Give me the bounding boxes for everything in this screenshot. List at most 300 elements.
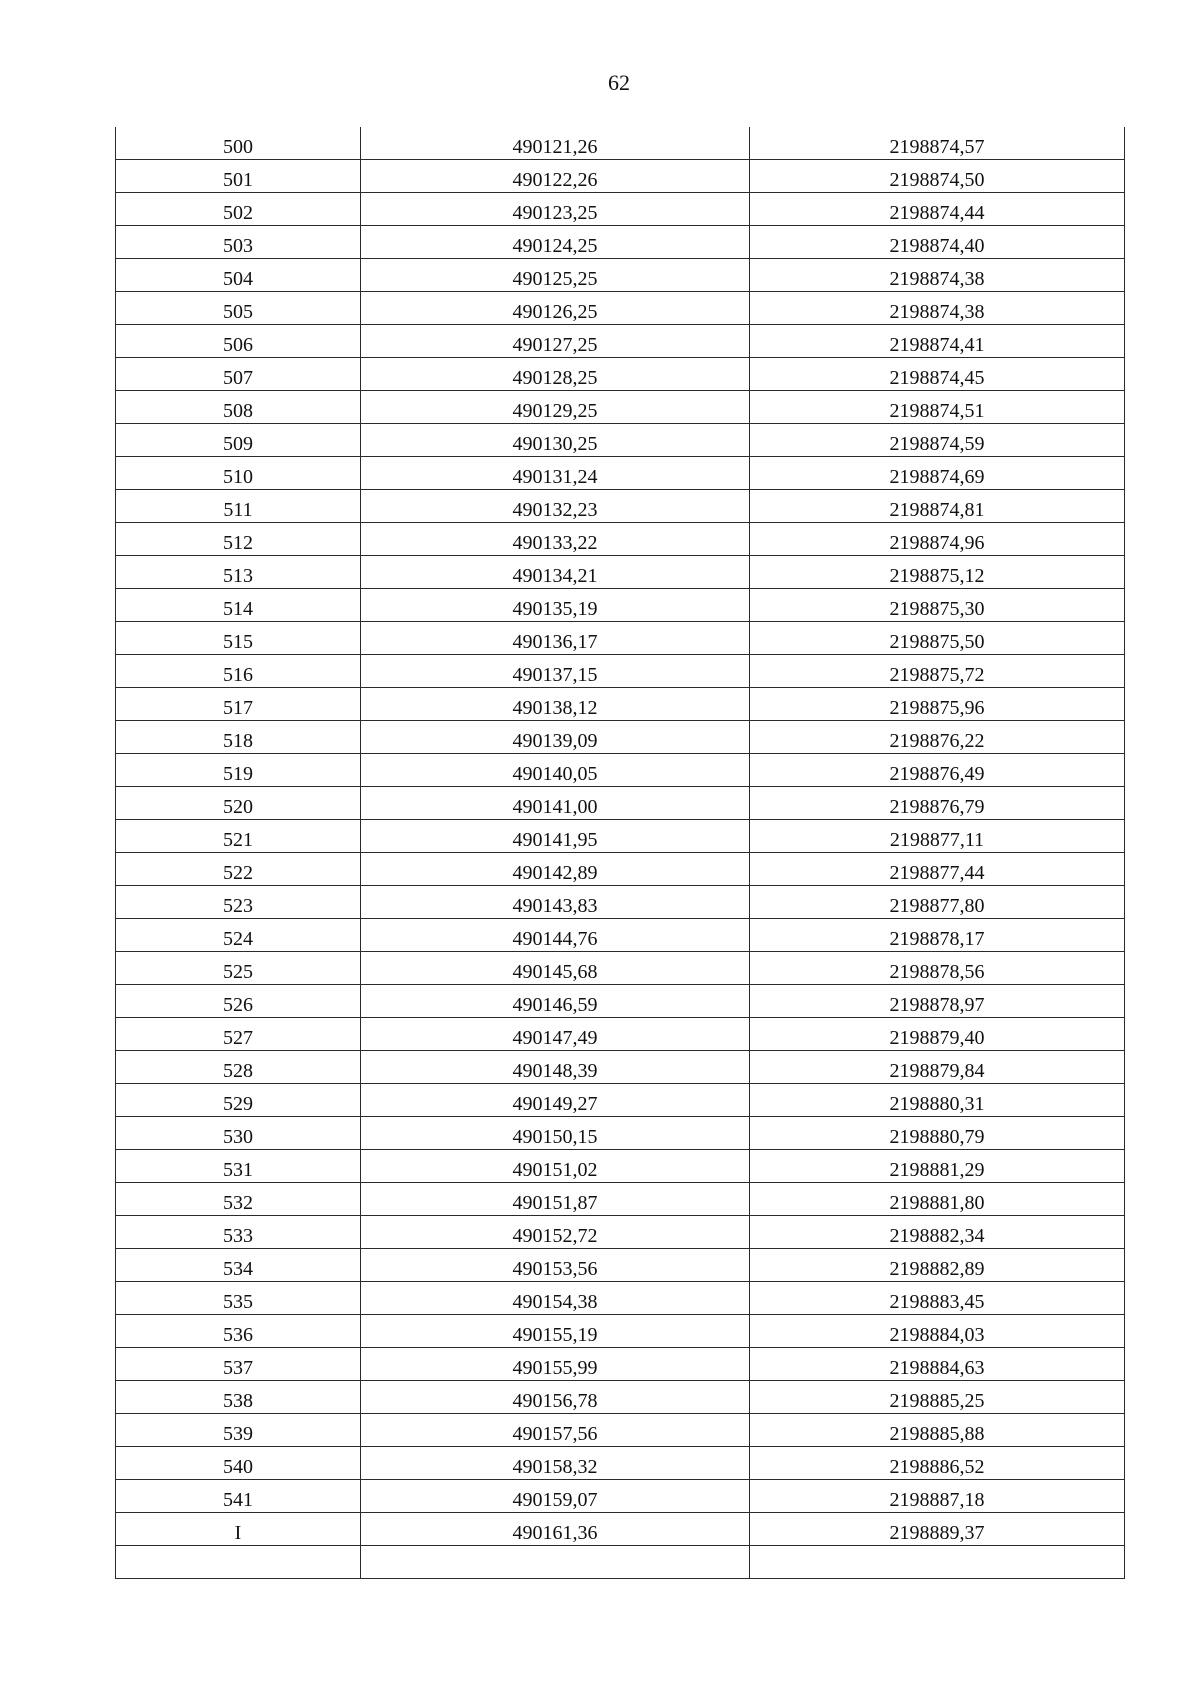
x-coordinate-cell: [361, 523, 750, 556]
y-coordinate-cell: [750, 556, 1125, 589]
point-number-text: 528: [223, 1060, 253, 1082]
x-coordinate-cell: [361, 754, 750, 787]
point-number-cell: [116, 457, 361, 490]
y-coordinate-cell: [750, 424, 1125, 457]
x-coordinate-cell: [361, 1480, 750, 1513]
point-number-text: 536: [223, 1324, 253, 1346]
table-row: [116, 1117, 1125, 1150]
point-number-text: 535: [223, 1291, 253, 1313]
x-coordinate-cell: [361, 391, 750, 424]
y-coordinate-cell: [750, 787, 1125, 820]
x-coordinate-text: 490133,22: [512, 532, 598, 554]
x-coordinate-text: 490148,39: [512, 1060, 598, 1082]
y-coordinate-cell: [750, 1480, 1125, 1513]
x-coordinate-cell: [361, 655, 750, 688]
x-coordinate-text: 490154,38: [512, 1291, 598, 1313]
point-number-cell: [116, 424, 361, 457]
table-row: [116, 853, 1125, 886]
y-coordinate-cell: [750, 457, 1125, 490]
point-number-cell: [116, 622, 361, 655]
table-row: [116, 985, 1125, 1018]
x-coordinate-text: 490155,99: [512, 1357, 598, 1379]
x-coordinate-text: 490153,56: [512, 1258, 598, 1280]
table-row: [116, 1348, 1125, 1381]
x-coordinate-text: 490126,25: [512, 301, 598, 323]
x-coordinate-text: 490150,15: [512, 1126, 598, 1148]
point-number-text: 531: [223, 1159, 253, 1181]
y-coordinate-text: 2198874,51: [889, 400, 985, 422]
x-coordinate-text: 490158,32: [512, 1456, 598, 1478]
point-number-cell: [116, 391, 361, 424]
y-coordinate-cell: [750, 721, 1125, 754]
point-number-text: 539: [223, 1423, 253, 1445]
x-coordinate-cell: [361, 1513, 750, 1546]
table-row: [116, 226, 1125, 259]
x-coordinate-cell: [361, 127, 750, 160]
y-coordinate-text: 2198874,40: [889, 235, 985, 257]
coordinates-table: [115, 127, 1125, 1579]
x-coordinate-cell: [361, 1546, 750, 1579]
x-coordinate-text: 490161,36: [512, 1522, 598, 1544]
y-coordinate-text: 2198875,50: [889, 631, 985, 653]
y-coordinate-text: 2198885,88: [889, 1423, 985, 1445]
x-coordinate-text: 490121,26: [512, 136, 598, 158]
x-coordinate-text: 490145,68: [512, 961, 598, 983]
y-coordinate-cell: [750, 919, 1125, 952]
x-coordinate-cell: [361, 259, 750, 292]
y-coordinate-text: 2198878,17: [889, 928, 985, 950]
table-row: [116, 1150, 1125, 1183]
y-coordinate-cell: [750, 1315, 1125, 1348]
table-row: [116, 886, 1125, 919]
point-number-cell: [116, 1381, 361, 1414]
table-row: [116, 919, 1125, 952]
table-row: [116, 490, 1125, 523]
point-number-cell: [116, 787, 361, 820]
y-coordinate-cell: [750, 820, 1125, 853]
point-number-cell: [116, 1183, 361, 1216]
point-number-text: 541: [223, 1489, 253, 1511]
table-row: [116, 1051, 1125, 1084]
y-coordinate-cell: [750, 193, 1125, 226]
point-number-cell: [116, 985, 361, 1018]
point-number-cell: [116, 886, 361, 919]
point-number-text: 515: [223, 631, 253, 653]
point-number-cell: [116, 292, 361, 325]
point-number-text: 521: [223, 829, 253, 851]
x-coordinate-cell: [361, 622, 750, 655]
point-number-cell: [116, 688, 361, 721]
y-coordinate-text: 2198884,63: [889, 1357, 985, 1379]
point-number-cell: [116, 721, 361, 754]
y-coordinate-cell: [750, 1018, 1125, 1051]
y-coordinate-cell: [750, 1282, 1125, 1315]
x-coordinate-text: 490144,76: [512, 928, 598, 950]
x-coordinate-text: 490152,72: [512, 1225, 598, 1247]
table-row: [116, 424, 1125, 457]
y-coordinate-cell: [750, 490, 1125, 523]
point-number-cell: [116, 226, 361, 259]
y-coordinate-cell: [750, 754, 1125, 787]
y-coordinate-text: 2198882,89: [889, 1258, 985, 1280]
point-number-text: 526: [223, 994, 253, 1016]
y-coordinate-text: 2198874,81: [889, 499, 985, 521]
point-number-cell: [116, 589, 361, 622]
coordinates-table-body: [116, 127, 1125, 1579]
x-coordinate-text: 490138,12: [512, 697, 598, 719]
x-coordinate-cell: [361, 1348, 750, 1381]
point-number-text: 527: [223, 1027, 253, 1049]
y-coordinate-text: 2198878,97: [889, 994, 985, 1016]
y-coordinate-cell: [750, 655, 1125, 688]
y-coordinate-text: 2198880,79: [889, 1126, 985, 1148]
table-row: [116, 457, 1125, 490]
y-coordinate-text: 2198874,38: [889, 301, 985, 323]
y-coordinate-text: 2198884,03: [889, 1324, 985, 1346]
x-coordinate-cell: [361, 226, 750, 259]
point-number-text: 538: [223, 1390, 253, 1412]
point-number-cell: [116, 1414, 361, 1447]
point-number-cell: [116, 490, 361, 523]
table-row: [116, 820, 1125, 853]
y-coordinate-cell: [750, 952, 1125, 985]
point-number-cell: [116, 1051, 361, 1084]
x-coordinate-text: 490147,49: [512, 1027, 598, 1049]
x-coordinate-cell: [361, 1216, 750, 1249]
point-number-text: 532: [223, 1192, 253, 1214]
point-number-text: 505: [223, 301, 253, 323]
table-row: [116, 358, 1125, 391]
x-coordinate-cell: [361, 490, 750, 523]
y-coordinate-cell: [750, 622, 1125, 655]
x-coordinate-text: 490159,07: [512, 1489, 598, 1511]
page-number: 62: [608, 70, 630, 95]
y-coordinate-cell: [750, 292, 1125, 325]
x-coordinate-text: 490140,05: [512, 763, 598, 785]
table-row: [116, 1018, 1125, 1051]
y-coordinate-text: 2198881,29: [889, 1159, 985, 1181]
table-row: [116, 1480, 1125, 1513]
point-number-text: 520: [223, 796, 253, 818]
point-number-cell: [116, 1150, 361, 1183]
y-coordinate-text: 2198879,40: [889, 1027, 985, 1049]
table-row: [116, 325, 1125, 358]
x-coordinate-text: 490130,25: [512, 433, 598, 455]
x-coordinate-cell: [361, 820, 750, 853]
x-coordinate-text: 490129,25: [512, 400, 598, 422]
point-number-cell: [116, 952, 361, 985]
y-coordinate-cell: [750, 358, 1125, 391]
y-coordinate-cell: [750, 1348, 1125, 1381]
x-coordinate-text: 490136,17: [512, 631, 598, 653]
table-row: [116, 127, 1125, 160]
x-coordinate-text: 490128,25: [512, 367, 598, 389]
point-number-text: 514: [223, 598, 253, 620]
y-coordinate-cell: [750, 325, 1125, 358]
y-coordinate-text: 2198874,41: [889, 334, 985, 356]
x-coordinate-text: 490157,56: [512, 1423, 598, 1445]
x-coordinate-cell: [361, 325, 750, 358]
y-coordinate-text: 2198882,34: [889, 1225, 985, 1247]
y-coordinate-text: 2198875,96: [889, 697, 985, 719]
point-number-cell: [116, 1117, 361, 1150]
y-coordinate-cell: [750, 391, 1125, 424]
point-number-cell: [116, 1447, 361, 1480]
x-coordinate-cell: [361, 424, 750, 457]
table-row: [116, 292, 1125, 325]
x-coordinate-cell: [361, 853, 750, 886]
x-coordinate-cell: [361, 1183, 750, 1216]
table-row: [116, 721, 1125, 754]
x-coordinate-cell: [361, 1282, 750, 1315]
x-coordinate-cell: [361, 886, 750, 919]
point-number-cell: [116, 1480, 361, 1513]
y-coordinate-text: 2198886,52: [889, 1456, 985, 1478]
point-number-cell: [116, 160, 361, 193]
x-coordinate-text: 490124,25: [512, 235, 598, 257]
point-number-cell: [116, 325, 361, 358]
x-coordinate-text: 490122,26: [512, 169, 598, 191]
table-row: [116, 787, 1125, 820]
point-number-text: 525: [223, 961, 253, 983]
table-row: [116, 1183, 1125, 1216]
y-coordinate-cell: [750, 853, 1125, 886]
y-coordinate-text: 2198887,18: [889, 1489, 985, 1511]
point-number-cell: [116, 1282, 361, 1315]
table-row: [116, 1084, 1125, 1117]
y-coordinate-cell: [750, 1249, 1125, 1282]
y-coordinate-text: 2198874,44: [889, 202, 985, 224]
y-coordinate-cell: [750, 1513, 1125, 1546]
x-coordinate-cell: [361, 1249, 750, 1282]
y-coordinate-text: 2198878,56: [889, 961, 985, 983]
x-coordinate-cell: [361, 721, 750, 754]
x-coordinate-text: 490123,25: [512, 202, 598, 224]
point-number-text: I: [234, 1522, 242, 1544]
x-coordinate-cell: [361, 457, 750, 490]
point-number-cell: [116, 523, 361, 556]
point-number-cell: [116, 1249, 361, 1282]
y-coordinate-text: 2198883,45: [889, 1291, 985, 1313]
point-number-cell: [116, 1348, 361, 1381]
x-coordinate-text: 490125,25: [512, 268, 598, 290]
point-number-cell: [116, 259, 361, 292]
point-number-text: 540: [223, 1456, 253, 1478]
point-number-cell: [116, 193, 361, 226]
x-coordinate-text: 490134,21: [512, 565, 598, 587]
point-number-text: 516: [223, 664, 253, 686]
point-number-text: 501: [223, 169, 253, 191]
point-number-cell: [116, 358, 361, 391]
table-row: [116, 589, 1125, 622]
y-coordinate-text: 2198881,80: [889, 1192, 985, 1214]
y-coordinate-text: 2198875,30: [889, 598, 985, 620]
table-row: [116, 1513, 1125, 1546]
y-coordinate-text: 2198874,59: [889, 433, 985, 455]
point-number-cell: [116, 853, 361, 886]
point-number-cell: [116, 1084, 361, 1117]
x-coordinate-text: 490131,24: [512, 466, 598, 488]
table-row: [116, 1282, 1125, 1315]
x-coordinate-cell: [361, 1084, 750, 1117]
point-number-text: 513: [223, 565, 253, 587]
point-number-cell: [116, 754, 361, 787]
table-row: [116, 622, 1125, 655]
y-coordinate-cell: [750, 523, 1125, 556]
point-number-text: 529: [223, 1093, 253, 1115]
point-number-cell: [116, 820, 361, 853]
point-number-text: 503: [223, 235, 253, 257]
point-number-text: 508: [223, 400, 253, 422]
y-coordinate-text: 2198875,12: [889, 565, 985, 587]
point-number-text: 510: [223, 466, 253, 488]
y-coordinate-text: 2198874,38: [889, 268, 985, 290]
y-coordinate-text: 2198880,31: [889, 1093, 985, 1115]
x-coordinate-cell: [361, 1414, 750, 1447]
table-row: [116, 1249, 1125, 1282]
y-coordinate-cell: [750, 160, 1125, 193]
y-coordinate-text: 2198874,69: [889, 466, 985, 488]
x-coordinate-cell: [361, 952, 750, 985]
point-number-text: 509: [223, 433, 253, 455]
x-coordinate-cell: [361, 193, 750, 226]
y-coordinate-text: 2198879,84: [889, 1060, 985, 1082]
x-coordinate-cell: [361, 1051, 750, 1084]
y-coordinate-text: 2198874,96: [889, 532, 985, 554]
x-coordinate-text: 490151,87: [512, 1192, 598, 1214]
table-row: [116, 523, 1125, 556]
point-number-text: 511: [223, 499, 253, 521]
table-row: [116, 688, 1125, 721]
point-number-text: 537: [223, 1357, 253, 1379]
x-coordinate-cell: [361, 1447, 750, 1480]
y-coordinate-text: 2198874,50: [889, 169, 985, 191]
table-row: [116, 1414, 1125, 1447]
point-number-cell: [116, 1315, 361, 1348]
point-number-text: 533: [223, 1225, 253, 1247]
x-coordinate-text: 490141,00: [512, 796, 598, 818]
x-coordinate-cell: [361, 556, 750, 589]
point-number-text: 530: [223, 1126, 253, 1148]
point-number-text: 518: [223, 730, 253, 752]
y-coordinate-cell: [750, 1117, 1125, 1150]
table-row: [116, 1315, 1125, 1348]
y-coordinate-cell: [750, 688, 1125, 721]
x-coordinate-cell: [361, 1018, 750, 1051]
y-coordinate-cell: [750, 886, 1125, 919]
y-coordinate-cell: [750, 259, 1125, 292]
x-coordinate-cell: [361, 358, 750, 391]
x-coordinate-text: 490149,27: [512, 1093, 598, 1115]
x-coordinate-text: 490139,09: [512, 730, 598, 752]
x-coordinate-text: 490127,25: [512, 334, 598, 356]
x-coordinate-cell: [361, 787, 750, 820]
y-coordinate-text: 2198876,49: [889, 763, 985, 785]
table-row: [116, 193, 1125, 226]
x-coordinate-cell: [361, 1117, 750, 1150]
x-coordinate-text: 490146,59: [512, 994, 598, 1016]
point-number-text: 517: [223, 697, 253, 719]
point-number-text: 502: [223, 202, 253, 224]
x-coordinate-cell: [361, 919, 750, 952]
table-row: [116, 1447, 1125, 1480]
x-coordinate-cell: [361, 589, 750, 622]
x-coordinate-cell: [361, 688, 750, 721]
point-number-cell: [116, 127, 361, 160]
x-coordinate-text: 490151,02: [512, 1159, 598, 1181]
point-number-text: 524: [223, 928, 253, 950]
y-coordinate-text: 2198876,22: [889, 730, 985, 752]
point-number-text: 519: [223, 763, 253, 785]
y-coordinate-cell: [750, 1183, 1125, 1216]
point-number-cell: [116, 919, 361, 952]
y-coordinate-cell: [750, 1051, 1125, 1084]
x-coordinate-cell: [361, 985, 750, 1018]
point-number-text: 500: [223, 136, 253, 158]
table-row: [116, 1381, 1125, 1414]
table-row: [116, 655, 1125, 688]
y-coordinate-text: 2198875,72: [889, 664, 985, 686]
y-coordinate-text: 2198885,25: [889, 1390, 985, 1412]
table-row: [116, 160, 1125, 193]
point-number-cell: [116, 1216, 361, 1249]
table-row: [116, 1216, 1125, 1249]
y-coordinate-cell: [750, 1150, 1125, 1183]
x-coordinate-text: 490143,83: [512, 895, 598, 917]
y-coordinate-cell: [750, 127, 1125, 160]
table-row: [116, 952, 1125, 985]
y-coordinate-text: 2198876,79: [889, 796, 985, 818]
y-coordinate-text: 2198874,57: [889, 136, 985, 158]
y-coordinate-cell: [750, 1084, 1125, 1117]
x-coordinate-text: 490156,78: [512, 1390, 598, 1412]
y-coordinate-cell: [750, 1414, 1125, 1447]
x-coordinate-text: 490135,19: [512, 598, 598, 620]
x-coordinate-cell: [361, 160, 750, 193]
x-coordinate-text: 490132,23: [512, 499, 598, 521]
y-coordinate-cell: [750, 589, 1125, 622]
x-coordinate-text: 490137,15: [512, 664, 598, 686]
x-coordinate-text: 490155,19: [512, 1324, 598, 1346]
x-coordinate-cell: [361, 292, 750, 325]
point-number-cell: [116, 1513, 361, 1546]
y-coordinate-cell: [750, 1216, 1125, 1249]
table-row: [116, 1546, 1125, 1579]
point-number-text: 504: [223, 268, 253, 290]
x-coordinate-cell: [361, 1315, 750, 1348]
table-row: [116, 556, 1125, 589]
point-number-text: 506: [223, 334, 253, 356]
x-coordinate-cell: [361, 1150, 750, 1183]
x-coordinate-text: 490141,95: [512, 829, 598, 851]
y-coordinate-cell: [750, 226, 1125, 259]
table-row: [116, 754, 1125, 787]
point-number-text: 523: [223, 895, 253, 917]
point-number-text: 512: [223, 532, 253, 554]
y-coordinate-text: 2198877,44: [889, 862, 985, 884]
x-coordinate-cell: [361, 1381, 750, 1414]
point-number-text: 522: [223, 862, 253, 884]
table-row: [116, 391, 1125, 424]
y-coordinate-text: 2198889,37: [889, 1522, 985, 1544]
point-number-cell: [116, 556, 361, 589]
table-row: [116, 259, 1125, 292]
y-coordinate-text: 2198874,45: [889, 367, 985, 389]
y-coordinate-cell: [750, 985, 1125, 1018]
y-coordinate-text: 2198877,80: [889, 895, 985, 917]
x-coordinate-text: 490142,89: [512, 862, 598, 884]
point-number-cell: [116, 1546, 361, 1579]
